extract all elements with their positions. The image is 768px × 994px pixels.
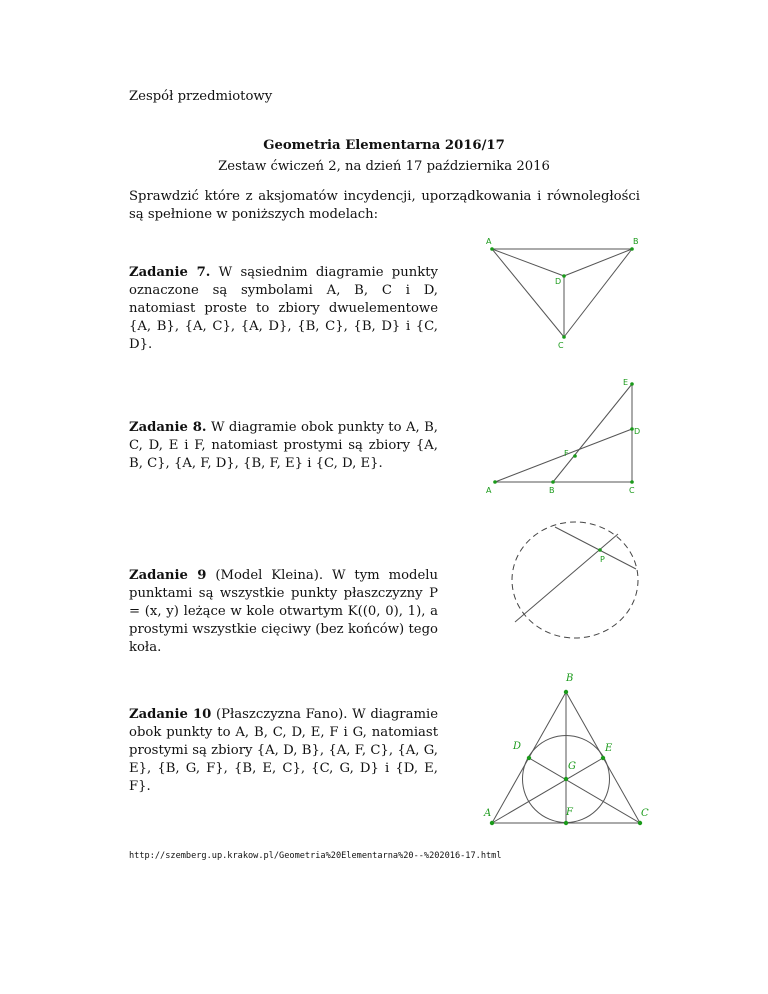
diagram-task-9 (505, 518, 645, 642)
label-F: F (566, 807, 573, 818)
task-8 (129, 419, 438, 473)
label-E: E (623, 378, 629, 387)
label-B: B (633, 237, 639, 246)
point-B (630, 247, 634, 251)
point-C (630, 480, 634, 484)
label-F: F (564, 449, 569, 458)
page-subtitle: Zestaw ćwiczeń 2, na dzień 17 października 2016 (218, 159, 550, 174)
line-AGE (492, 758, 603, 823)
point-C (638, 821, 642, 825)
point-F (573, 454, 577, 458)
footer-url[interactable]: http://szemberg.up.krakow.pl/Geometria%20Elementarna%20--%202016-17.html (129, 851, 502, 861)
point-P (598, 548, 602, 552)
task-10 (129, 706, 438, 796)
label-D: D (634, 427, 641, 436)
label-A: A (486, 237, 492, 246)
task-7-heading: Zadanie 7. (129, 265, 211, 280)
label-B: B (566, 673, 574, 684)
task-8-heading: Zadanie 8. (129, 420, 207, 435)
point-D (562, 274, 566, 278)
point-A (493, 480, 497, 484)
label-A: A (484, 808, 492, 819)
page-title: Geometria Elementarna 2016/17 (263, 138, 505, 153)
task-9-body: W tym modelu punktami są wszystkie punkty płaszczyzny P = (x, y) leżące w kole otwartym K((0, 0), 1), a prostymi wszystkie cięciwy (bez końców) tego koła. (129, 568, 438, 655)
task-10-heading-extra: (Płaszczyzna Fano). (215, 707, 348, 722)
klein-disk-boundary (512, 522, 638, 638)
chord-1 (555, 527, 636, 569)
label-D: D (513, 741, 522, 752)
point-A (490, 247, 494, 251)
line-BFE (553, 384, 632, 482)
label-E: E (605, 743, 613, 754)
diagram-task-7 (480, 232, 650, 350)
task-10-heading: Zadanie 10 (129, 707, 212, 722)
task-9 (129, 567, 438, 657)
task-7-body: W sąsiednim diagramie punkty oznaczone są symbolami A, B, C i D, natomiast proste to zbiory dwuelementowe {A, B}, {A, C}, {A, D}, {B, C}, {B, D} i {C, D}. (129, 265, 438, 352)
diagram-task-8 (480, 374, 650, 498)
point-B (564, 690, 568, 694)
task-9-heading: Zadanie 9 (129, 568, 207, 583)
label-P: P (600, 555, 605, 564)
author-line: Zespół przedmiotowy (129, 89, 273, 104)
chord-2 (515, 534, 618, 622)
intro-paragraph: Sprawdzić które z aksjomatów incydencji, uporządkowania i równoległości są spełnione w poniższych modelach: (129, 189, 640, 222)
label-C: C (558, 341, 564, 350)
label-C: C (641, 808, 649, 819)
label-A: A (486, 486, 492, 495)
label-C: C (629, 486, 635, 495)
diagram-task-10 (480, 665, 660, 830)
task-10-body: W diagramie obok punkty to A, B, C, D, E, F i G, natomiast prostymi są zbiory {A, D, B}, {A, F, C}, {A, G, E}, {B, G, F}, {B, E, C}, {C, G, D} i {D, E, F}. (129, 707, 438, 794)
label-B: B (549, 486, 555, 495)
task-7 (129, 264, 438, 354)
point-F (564, 821, 568, 825)
point-C (562, 335, 566, 339)
point-G (564, 777, 568, 781)
label-G: G (568, 761, 576, 772)
point-E (601, 756, 605, 760)
point-E (630, 382, 634, 386)
point-A (490, 821, 494, 825)
point-B (551, 480, 555, 484)
line-CGD (529, 758, 640, 823)
task-9-heading-extra: (Model Kleina). (215, 568, 324, 583)
label-D: D (555, 277, 562, 286)
task-8-body: W diagramie obok punkty to A, B, C, D, E i F, natomiast prostymi są zbiory {A, B, C}, {A, F, D}, {B, F, E} i {C, D, E}. (129, 420, 438, 471)
point-D (527, 756, 531, 760)
